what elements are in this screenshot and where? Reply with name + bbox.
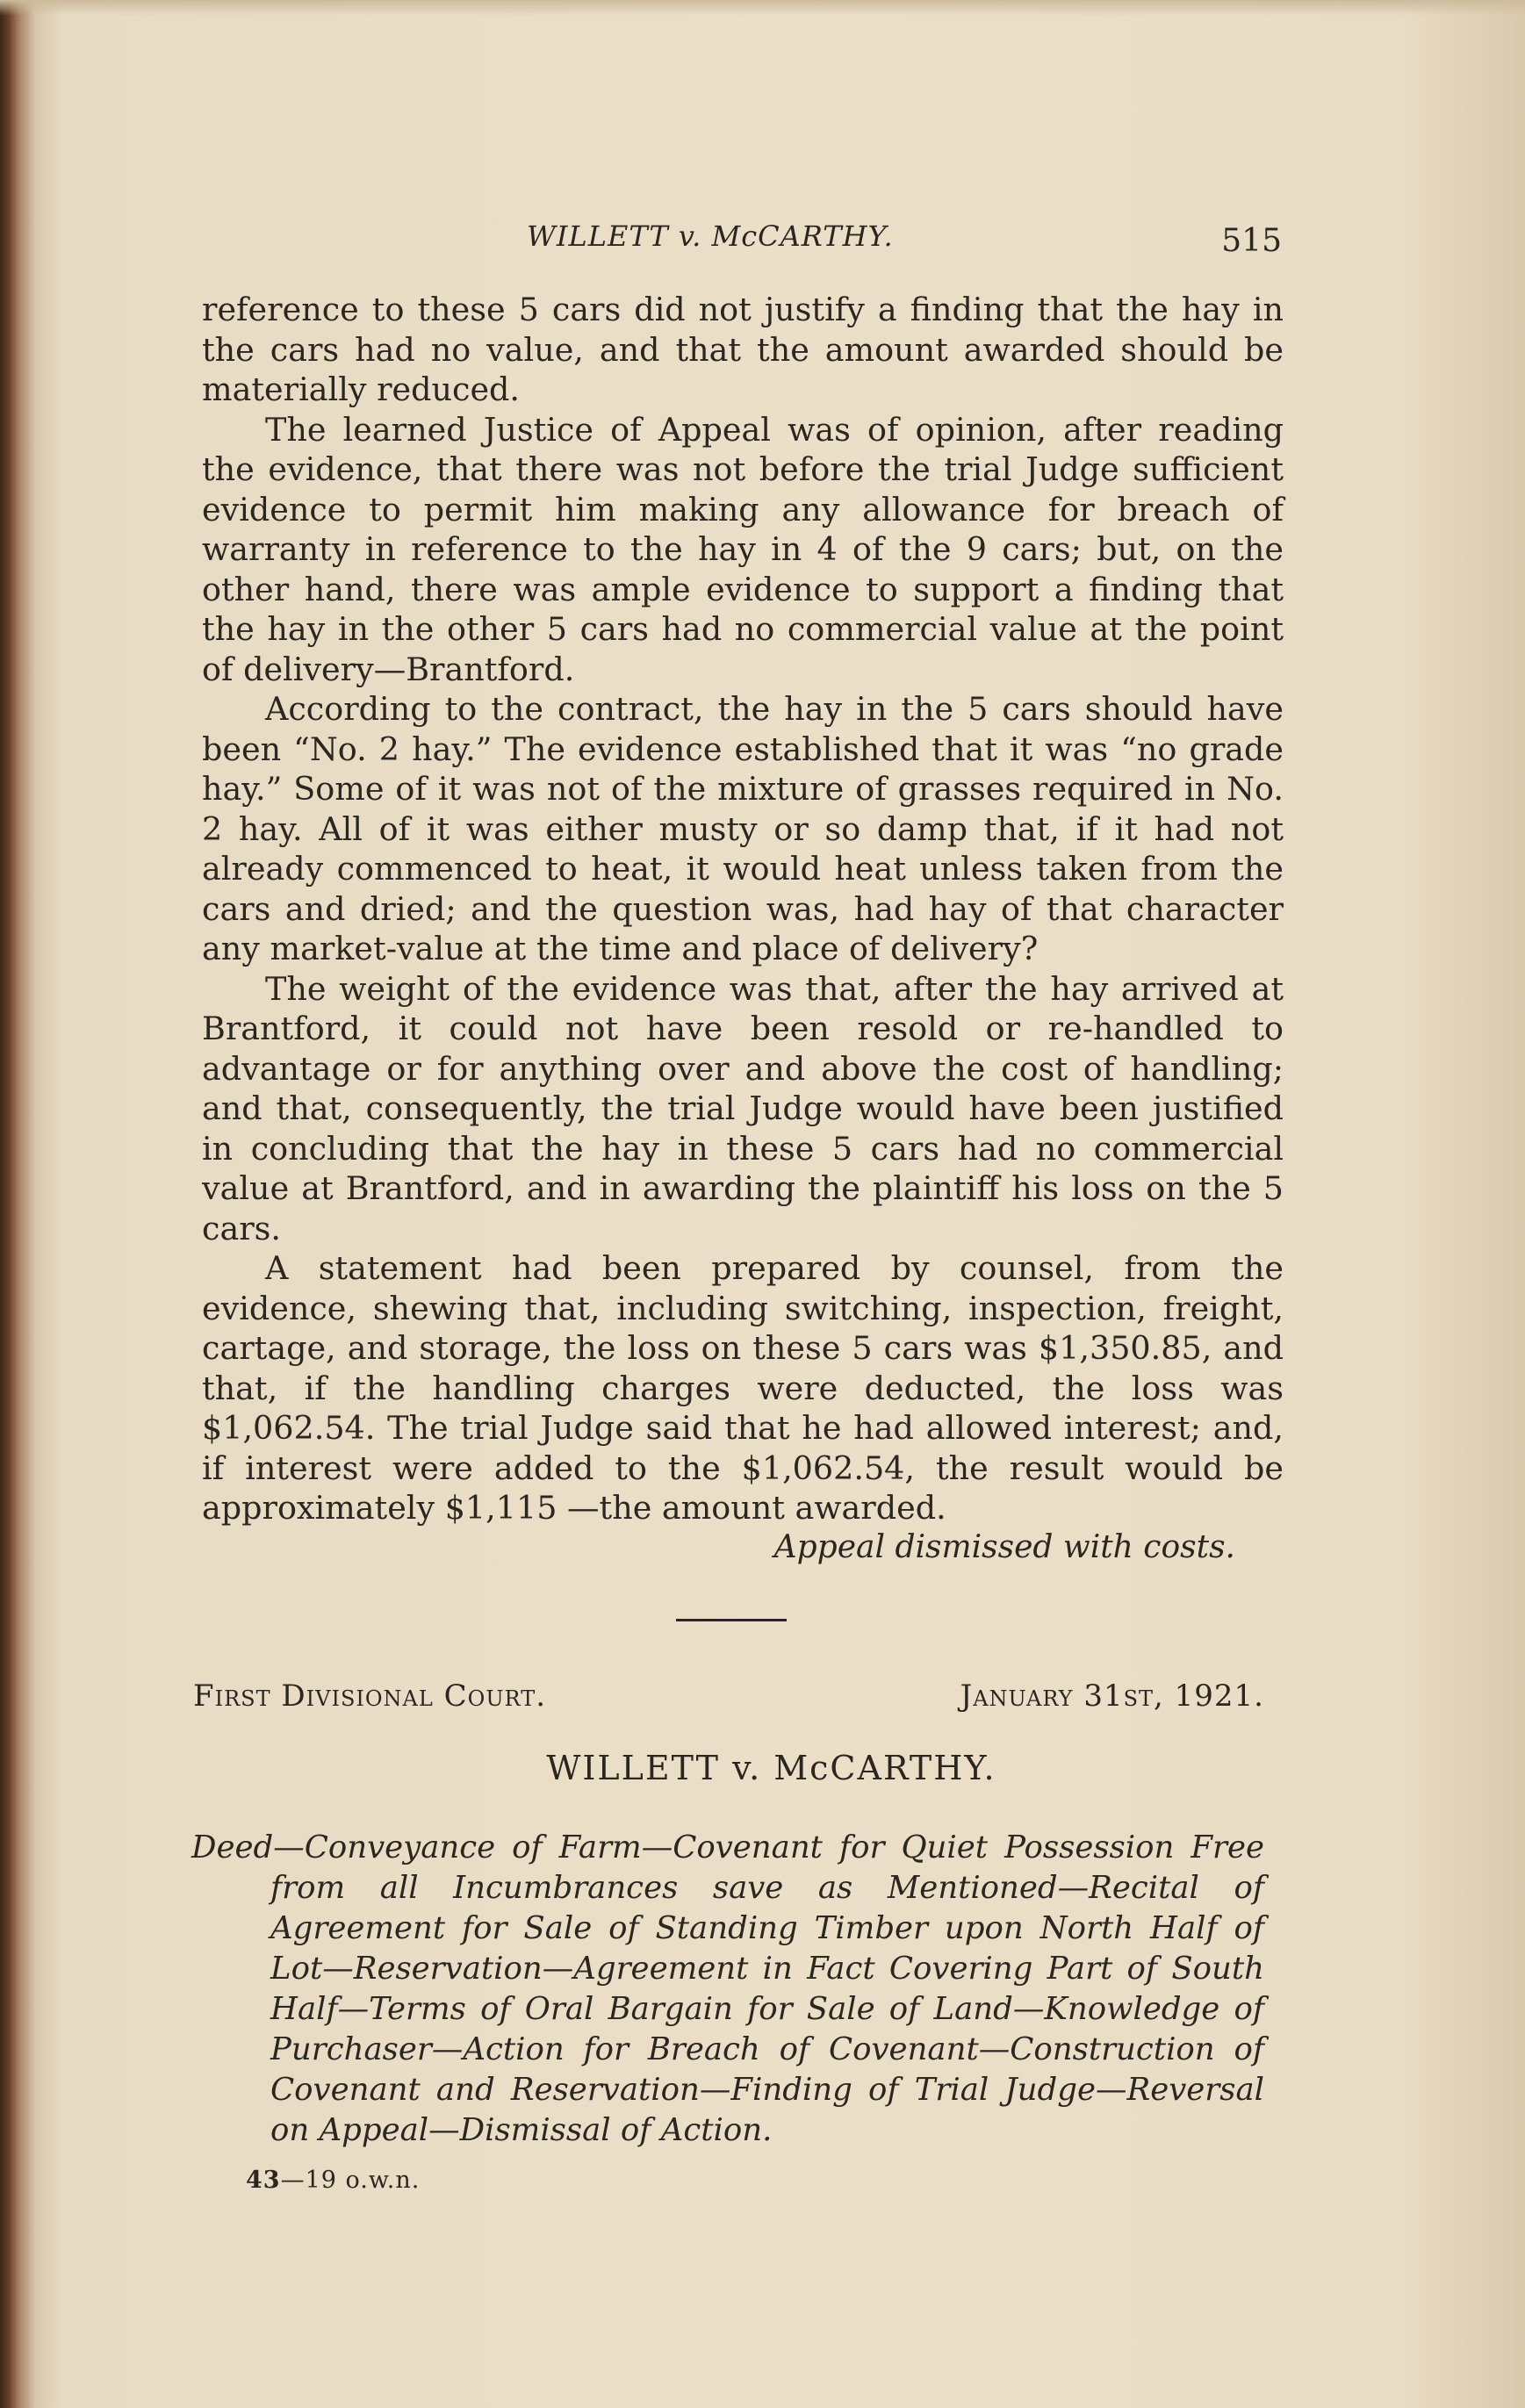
- section-divider: [676, 1619, 787, 1621]
- paragraph: The learned Justice of Appeal was of opinion, after reading the evidence, that there was not before the trial Judge sufficient evidence to permit him making any allowance for breach of warranty in reference to the hay in 4 of the 9 cars; but, on the other hand, there was ample evidence to support a finding that the hay in the other 5 cars had no commercial value at the point of delivery—Brantford.: [202, 410, 1284, 688]
- page-number: 515: [1221, 223, 1282, 259]
- signature-rest: —19 o.w.n.: [280, 2167, 421, 2194]
- signature-number: 43: [246, 2167, 281, 2194]
- signature-mark: [246, 2167, 420, 2194]
- disposition: Appeal dismissed with costs.: [773, 1529, 1235, 1565]
- paragraph: The weight of the evidence was that, after the hay arrived at Brantford, it could not have been resold or re-handled to advantage or for anything over and above the cost of handling; and that, consequently, the trial Judge would have been justified in concluding that the hay in these 5 cars had no commercial value at Brantford, and in awarding the plaintiff his loss on the 5 cars.: [202, 969, 1284, 1247]
- body-text: [202, 290, 1284, 1528]
- court-name: First Divisional Court.: [193, 1678, 547, 1714]
- paragraph: reference to these 5 cars did not justify a finding that the hay in the cars had no value, and that the amount awarded should be materially reduced.: [202, 291, 1284, 408]
- judgment-date: January 31st, 1921.: [960, 1678, 1264, 1714]
- paragraph: A statement had been prepared by counsel, from the evidence, shewing that, including switching, inspection, freight, cartage, and storage, the loss on these 5 cars was $1,350.85, and that, if the handling charges were deducted, the loss was $1,062.54. The trial Judge said that he had allowed interest; and, if interest were added to the $1,062.54, the result would be approximately $1,115 —the amount awarded.: [202, 1249, 1284, 1527]
- running-head: WILLETT v. McCARTHY.: [527, 219, 894, 253]
- page-header: [202, 219, 1282, 263]
- case-title: WILLETT v. McCARTHY.: [546, 1749, 996, 1787]
- headnote: Deed—Conveyance of Farm—Covenant for Quiet Possession Free from all Incumbrances save as Mentioned—Recital of Agreement for Sale of Standing Timber upon North Half of Lot—Reservation—Agreement in Fact Covering Part of South Half—Terms of Oral Bargain for Sale of Land—Knowledge of Purchaser—Action for Breach of Covenant—Construction of Covenant and Reservation—Finding of Trial Judge—Reversal on Appeal—Dismissal of Action.: [191, 1829, 1264, 2148]
- paragraph: According to the contract, the hay in the 5 cars should have been “No. 2 hay.” The evidence established that it was “no grade hay.” Some of it was not of the mixture of grasses required in No. 2 hay. All of it was either musty or so damp that, if it had not already commenced to heat, it would heat unless taken from the cars and dried; and the question was, had hay of that character any market-value at the time and place of delivery?: [202, 690, 1284, 967]
- page-edge: [0, 0, 1525, 16]
